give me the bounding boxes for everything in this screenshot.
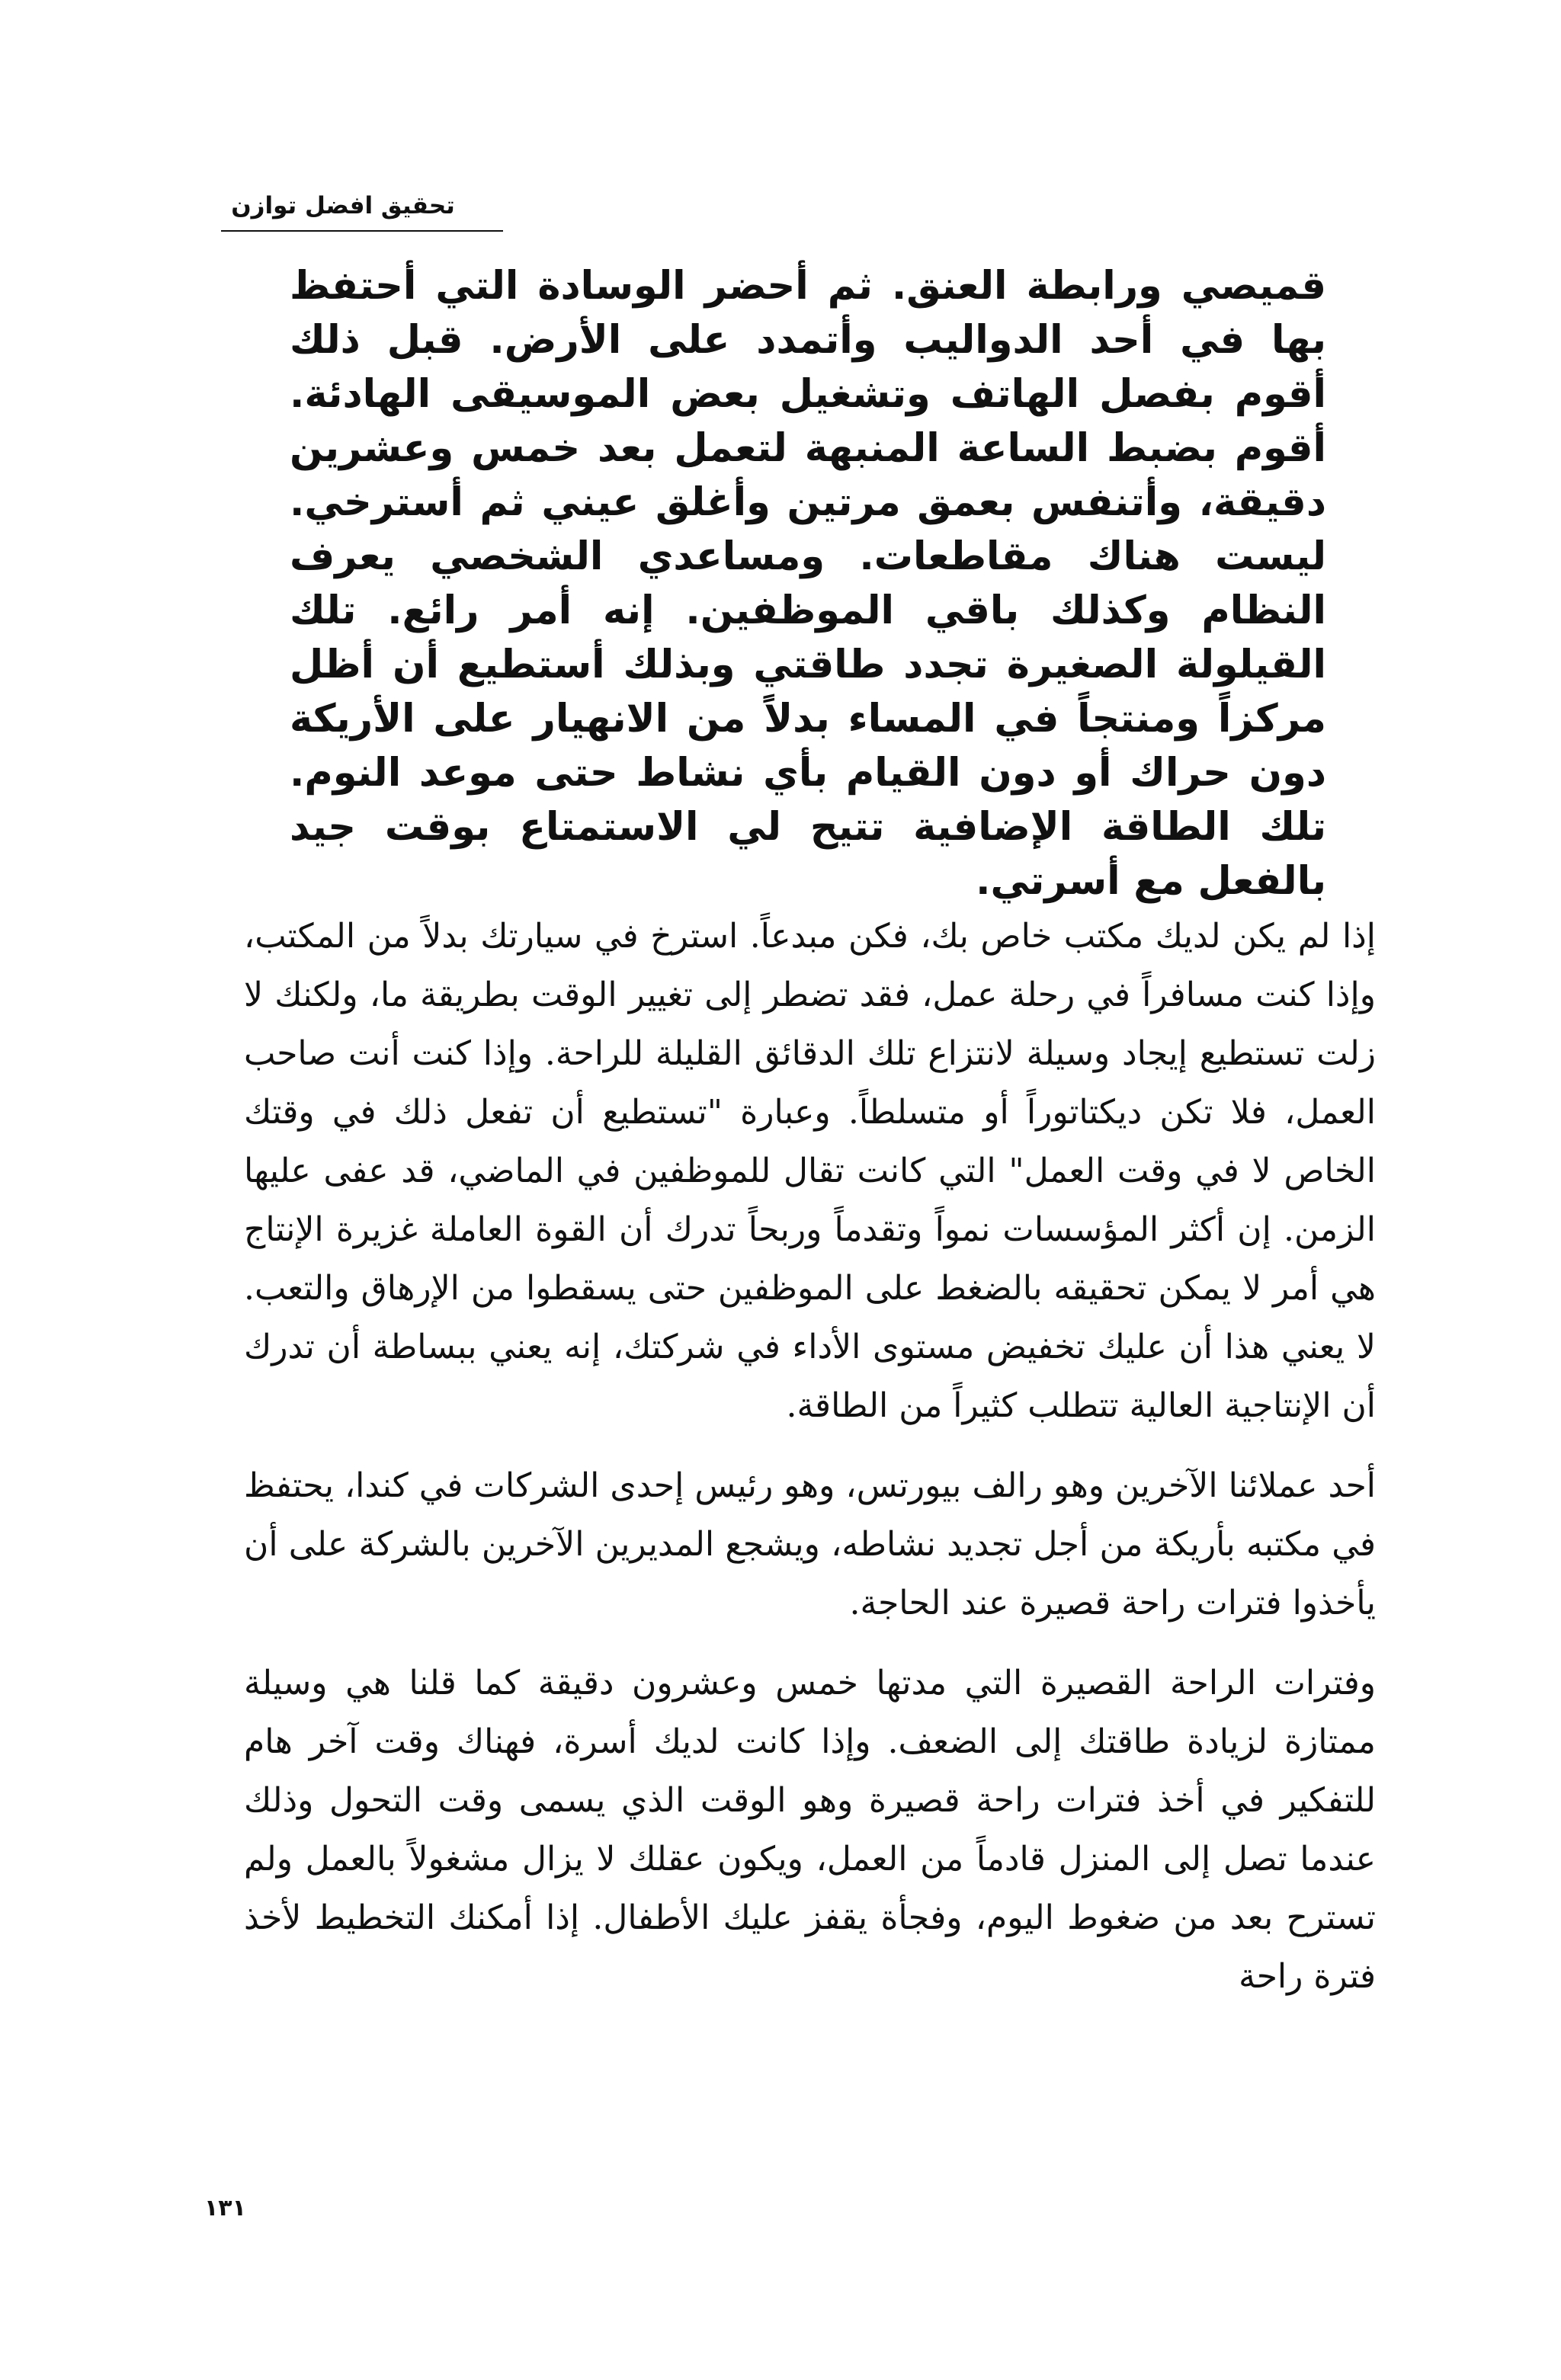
header-divider xyxy=(221,230,503,232)
paragraph-2: أحد عملائنا الآخرين وهو رالف بيورتس، وهو رئيس إحدى الشركات في كندا، يحتفظ في مكتبه بأريكة من أجل تجديد نشاطه، ويشجع المديرين الآخرين بالشركة على أن يأخذوا فترات راحة قصيرة عند الحاجة. xyxy=(244,1466,1376,1622)
body-text xyxy=(244,907,1376,2027)
boxed-quote: قميصي ورابطة العنق. ثم أحضر الوسادة التي أحتفظ بها في أحد الدواليب وأتمدد على الأرض. قبل ذلك أقوم بفصل الهاتف وتشغيل بعض الموسيقى الهادئة. أقوم بضبط الساعة المنبهة لتعمل بعد خمس وعشرين دقيقة، وأتنفس بعمق مرتين وأغلق عيني ثم أسترخي. ليست هناك مقاطعات. ومساعدي الشخصي يعرف النظام وكذلك باقي الموظفين. إنه أمر رائع. تلك القيلولة الصغيرة تجدد طاقتي وبذلك أستطيع أن أظل مركزاً ومنتجاً في المساء بدلاً من الانهيار على الأريكة دون حراك أو دون القيام بأي نشاط حتى موعد النوم. تلك الطاقة الإضافية تتيح لي الاستمتاع بوقت جيد بالفعل مع أسرتي. xyxy=(290,264,1326,904)
paragraph-1: إذا لم يكن لديك مكتب خاص بك، فكن مبدعاً. استرخ في سيارتك بدلاً من المكتب، وإذا كنت مسافراً في رحلة عمل، فقد تضطر إلى تغيير الوقت بطريقة ما، ولكنك لا زلت تستطيع إيجاد وسيلة لانتزاع تلك الدقائق القليلة للراحة. وإذا كنت أنت صاحب العمل، فلا تكن ديكتاتوراً أو متسلطاً. وعبارة "تستطيع أن تفعل ذلك في وقتك الخاص لا في وقت العمل" التي كانت تقال للموظفين في الماضي، قد عفى عليها الزمن. إن أكثر المؤسسات نمواً وتقدماً وربحاً تدرك أن القوة العاملة غزيرة الإنتاج هي أمر لا يمكن تحقيقه بالضغط على الموظفين حتى يسقطوا من الإرهاق والتعب. لا يعني هذا أن عليك تخفيض مستوى الأداء في شركتك، إنه يعني ببساطة أن تدرك أن الإنتاجية العالية تتطلب كثيراً من الطاقة. xyxy=(244,917,1376,1425)
page-number: ١٣١ xyxy=(204,2195,246,2221)
paragraph-3: وفترات الراحة القصيرة التي مدتها خمس وعشرون دقيقة كما قلنا هي وسيلة ممتازة لزيادة طاقتك إلى الضعف. وإذا كانت لديك أسرة، فهناك وقت آخر هام للتفكير في أخذ فترات راحة قصيرة وهو الوقت الذي يسمى وقت التحول وذلك عندما تصل إلى المنزل قادماً من العمل، ويكون عقلك لا يزال مشغولاً بالعمل ولم تسترح بعد من ضغوط اليوم، وفجأة يقفز عليك الأطفال. إذا أمكنك التخطيط لأخذ فترة راحة xyxy=(244,1664,1376,1996)
running-header-title: تحقيق افضل توازن xyxy=(231,192,455,219)
